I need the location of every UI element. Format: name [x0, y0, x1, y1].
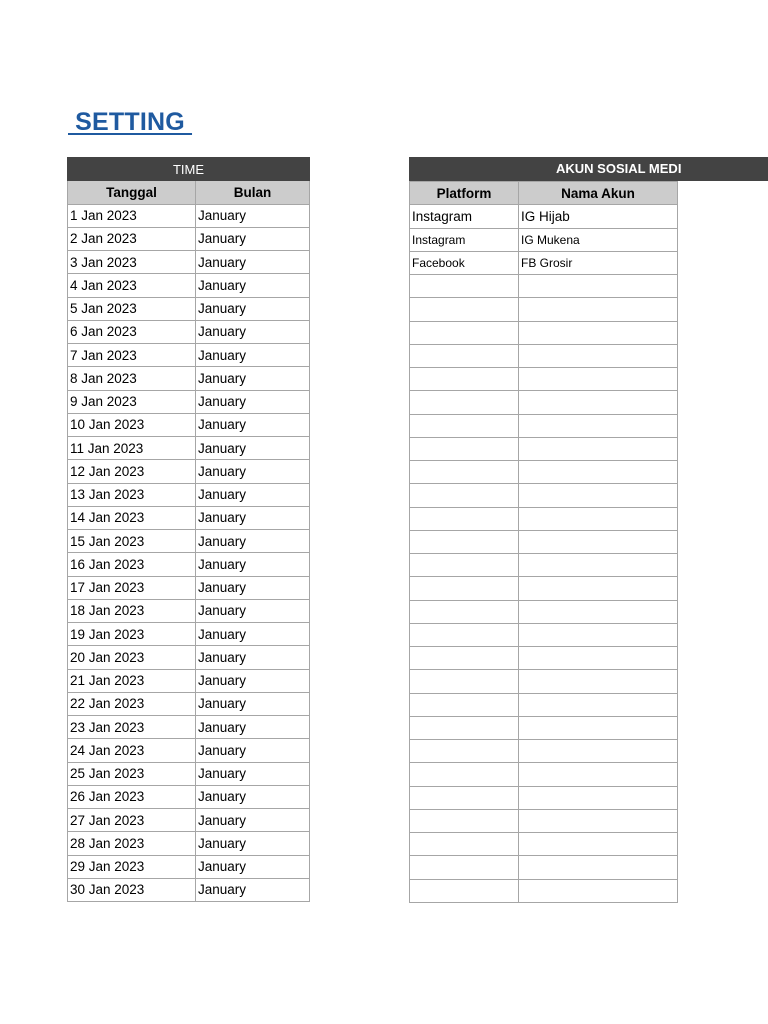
table-cell[interactable]: Facebook [410, 251, 519, 274]
social-media-section [409, 157, 768, 937]
table-row [68, 413, 310, 436]
table-cell[interactable]: 19 Jan 2023 [68, 623, 196, 646]
table-cell[interactable]: FB Grosir [519, 251, 678, 274]
table-row [68, 599, 310, 622]
table-row [68, 344, 310, 367]
social-group-header-label: AKUN SOSIAL MEDI [556, 161, 682, 176]
table-cell[interactable]: 11 Jan 2023 [68, 437, 196, 460]
table-cell[interactable]: 23 Jan 2023 [68, 716, 196, 739]
table-cell[interactable]: 10 Jan 2023 [68, 413, 196, 436]
table-cell[interactable] [410, 809, 519, 832]
table-cell[interactable]: January [196, 530, 310, 553]
table-cell[interactable]: 15 Jan 2023 [68, 530, 196, 553]
time-table [67, 157, 310, 902]
table-row [68, 367, 310, 390]
table-row [410, 368, 678, 391]
table-cell[interactable]: January [196, 576, 310, 599]
table-cell[interactable]: Instagram [410, 228, 519, 251]
table-cell[interactable]: January [196, 878, 310, 901]
table-cell[interactable]: 21 Jan 2023 [68, 669, 196, 692]
table-cell[interactable] [519, 786, 678, 809]
table-row [68, 204, 310, 227]
table-row [68, 762, 310, 785]
table-cell[interactable] [519, 716, 678, 739]
table-cell[interactable] [519, 623, 678, 646]
table-cell[interactable]: January [196, 367, 310, 390]
table-cell[interactable] [410, 461, 519, 484]
table-cell[interactable]: January [196, 785, 310, 808]
table-row [410, 623, 678, 646]
table-row [410, 461, 678, 484]
table-row [410, 205, 678, 228]
table-row [410, 251, 678, 274]
table-cell[interactable]: January [196, 739, 310, 762]
table-cell[interactable] [410, 833, 519, 856]
table-cell[interactable]: January [196, 855, 310, 878]
table-cell[interactable]: January [196, 506, 310, 529]
table-cell[interactable]: January [196, 832, 310, 855]
table-cell[interactable] [410, 716, 519, 739]
table-cell[interactable]: January [196, 716, 310, 739]
table-row [68, 623, 310, 646]
table-cell[interactable] [410, 484, 519, 507]
table-cell[interactable]: 3 Jan 2023 [68, 251, 196, 274]
table-row [68, 855, 310, 878]
table-row [410, 856, 678, 879]
table-row [410, 879, 678, 902]
table-cell[interactable] [410, 647, 519, 670]
table-row [68, 646, 310, 669]
table-cell[interactable] [410, 577, 519, 600]
table-cell[interactable]: 6 Jan 2023 [68, 320, 196, 343]
table-row [410, 228, 678, 251]
column-header-tanggal[interactable]: Tanggal [68, 181, 196, 204]
table-cell[interactable] [410, 298, 519, 321]
column-header-platform[interactable]: Platform [410, 182, 519, 205]
table-row [410, 484, 678, 507]
table-cell[interactable]: January [196, 204, 310, 227]
table-cell[interactable]: January [196, 809, 310, 832]
table-cell[interactable]: 27 Jan 2023 [68, 809, 196, 832]
table-cell[interactable]: January [196, 460, 310, 483]
table-cell[interactable]: 2 Jan 2023 [68, 227, 196, 250]
table-cell[interactable] [519, 298, 678, 321]
table-cell[interactable] [519, 879, 678, 902]
table-cell[interactable] [519, 437, 678, 460]
table-cell[interactable] [519, 809, 678, 832]
table-cell[interactable]: 7 Jan 2023 [68, 344, 196, 367]
table-cell[interactable]: January [196, 762, 310, 785]
table-cell[interactable] [410, 623, 519, 646]
table-row [410, 763, 678, 786]
social-media-table [409, 181, 678, 903]
table-row [68, 785, 310, 808]
table-row [68, 669, 310, 692]
table-cell[interactable]: January [196, 646, 310, 669]
table-row [410, 414, 678, 437]
table-cell[interactable]: 8 Jan 2023 [68, 367, 196, 390]
table-cell[interactable]: 13 Jan 2023 [68, 483, 196, 506]
table-cell[interactable]: January [196, 553, 310, 576]
table-row [68, 320, 310, 343]
page-title: SETTING [68, 108, 193, 136]
table-cell[interactable] [519, 670, 678, 693]
table-cell[interactable]: 1 Jan 2023 [68, 204, 196, 227]
table-cell[interactable] [410, 763, 519, 786]
table-cell[interactable] [519, 833, 678, 856]
table-cell[interactable]: 5 Jan 2023 [68, 297, 196, 320]
table-cell[interactable]: Instagram [410, 205, 519, 228]
table-row [68, 878, 310, 901]
table-row [410, 647, 678, 670]
table-row [410, 321, 678, 344]
table-row [68, 390, 310, 413]
table-row [410, 716, 678, 739]
table-cell[interactable]: January [196, 623, 310, 646]
table-cell[interactable]: January [196, 251, 310, 274]
table-cell[interactable] [519, 577, 678, 600]
table-row [68, 437, 310, 460]
table-cell[interactable] [519, 321, 678, 344]
table-cell[interactable]: 12 Jan 2023 [68, 460, 196, 483]
table-row [410, 344, 678, 367]
table-cell[interactable]: 26 Jan 2023 [68, 785, 196, 808]
column-header-bulan[interactable]: Bulan [196, 181, 310, 204]
table-cell[interactable]: January [196, 320, 310, 343]
table-cell[interactable]: 17 Jan 2023 [68, 576, 196, 599]
table-cell[interactable]: January [196, 227, 310, 250]
table-row [68, 506, 310, 529]
table-row [410, 740, 678, 763]
table-cell[interactable] [519, 740, 678, 763]
time-group-header: TIME [68, 158, 310, 181]
table-cell[interactable] [410, 530, 519, 553]
table-row [68, 483, 310, 506]
table-row [410, 670, 678, 693]
table-cell[interactable] [519, 507, 678, 530]
table-cell[interactable]: 20 Jan 2023 [68, 646, 196, 669]
table-cell[interactable] [410, 507, 519, 530]
table-cell[interactable]: 14 Jan 2023 [68, 506, 196, 529]
table-cell[interactable]: January [196, 692, 310, 715]
table-row [68, 716, 310, 739]
table-row [410, 809, 678, 832]
table-cell[interactable]: January [196, 344, 310, 367]
table-cell[interactable] [519, 391, 678, 414]
table-cell[interactable] [519, 647, 678, 670]
table-cell[interactable] [519, 600, 678, 623]
table-row [410, 833, 678, 856]
table-cell[interactable] [519, 693, 678, 716]
table-cell[interactable] [410, 321, 519, 344]
table-row [410, 600, 678, 623]
table-row [68, 251, 310, 274]
table-cell[interactable]: 9 Jan 2023 [68, 390, 196, 413]
table-row [410, 577, 678, 600]
table-row [410, 530, 678, 553]
table-cell[interactable]: 28 Jan 2023 [68, 832, 196, 855]
table-cell[interactable] [410, 693, 519, 716]
table-row [68, 832, 310, 855]
table-row [410, 554, 678, 577]
social-table-body [410, 205, 678, 903]
table-cell[interactable]: 24 Jan 2023 [68, 739, 196, 762]
table-row [410, 507, 678, 530]
table-cell[interactable] [410, 856, 519, 879]
table-cell[interactable]: January [196, 669, 310, 692]
table-cell[interactable]: IG Hijab [519, 205, 678, 228]
table-row [68, 297, 310, 320]
table-cell[interactable] [410, 786, 519, 809]
table-cell[interactable] [410, 600, 519, 623]
table-row [68, 553, 310, 576]
table-cell[interactable] [519, 856, 678, 879]
table-cell[interactable] [410, 740, 519, 763]
table-cell[interactable]: January [196, 413, 310, 436]
table-cell[interactable] [410, 554, 519, 577]
table-cell[interactable]: 25 Jan 2023 [68, 762, 196, 785]
table-cell[interactable]: 22 Jan 2023 [68, 692, 196, 715]
table-row [68, 576, 310, 599]
table-cell[interactable] [519, 461, 678, 484]
time-table-body [68, 204, 310, 902]
table-cell[interactable] [519, 275, 678, 298]
table-row [410, 298, 678, 321]
table-cell[interactable]: January [196, 483, 310, 506]
table-row [68, 274, 310, 297]
table-cell[interactable]: 4 Jan 2023 [68, 274, 196, 297]
table-cell[interactable]: January [196, 274, 310, 297]
table-cell[interactable]: 16 Jan 2023 [68, 553, 196, 576]
social-group-header [409, 157, 768, 181]
table-cell[interactable] [410, 391, 519, 414]
table-row [68, 530, 310, 553]
table-cell[interactable] [410, 879, 519, 902]
table-cell[interactable] [410, 437, 519, 460]
table-cell[interactable] [410, 344, 519, 367]
table-row [410, 391, 678, 414]
table-cell[interactable]: January [196, 599, 310, 622]
table-cell[interactable]: January [196, 297, 310, 320]
table-cell[interactable]: 30 Jan 2023 [68, 878, 196, 901]
column-header-nama-akun[interactable]: Nama Akun [519, 182, 678, 205]
table-cell[interactable] [410, 670, 519, 693]
table-row [68, 227, 310, 250]
table-cell[interactable]: January [196, 390, 310, 413]
table-cell[interactable] [410, 275, 519, 298]
table-row [410, 275, 678, 298]
table-cell[interactable]: IG Mukena [519, 228, 678, 251]
table-row [68, 692, 310, 715]
table-row [410, 693, 678, 716]
table-row [68, 809, 310, 832]
table-cell[interactable] [519, 368, 678, 391]
table-cell[interactable] [519, 484, 678, 507]
table-cell[interactable] [410, 368, 519, 391]
table-cell[interactable]: 29 Jan 2023 [68, 855, 196, 878]
table-cell[interactable] [519, 530, 678, 553]
table-cell[interactable] [410, 414, 519, 437]
table-cell[interactable] [519, 763, 678, 786]
table-cell[interactable]: January [196, 437, 310, 460]
table-row [68, 739, 310, 762]
table-row [410, 786, 678, 809]
table-cell[interactable] [519, 414, 678, 437]
table-row [68, 460, 310, 483]
table-row [410, 437, 678, 460]
table-cell[interactable] [519, 554, 678, 577]
table-cell[interactable] [519, 344, 678, 367]
table-cell[interactable]: 18 Jan 2023 [68, 599, 196, 622]
